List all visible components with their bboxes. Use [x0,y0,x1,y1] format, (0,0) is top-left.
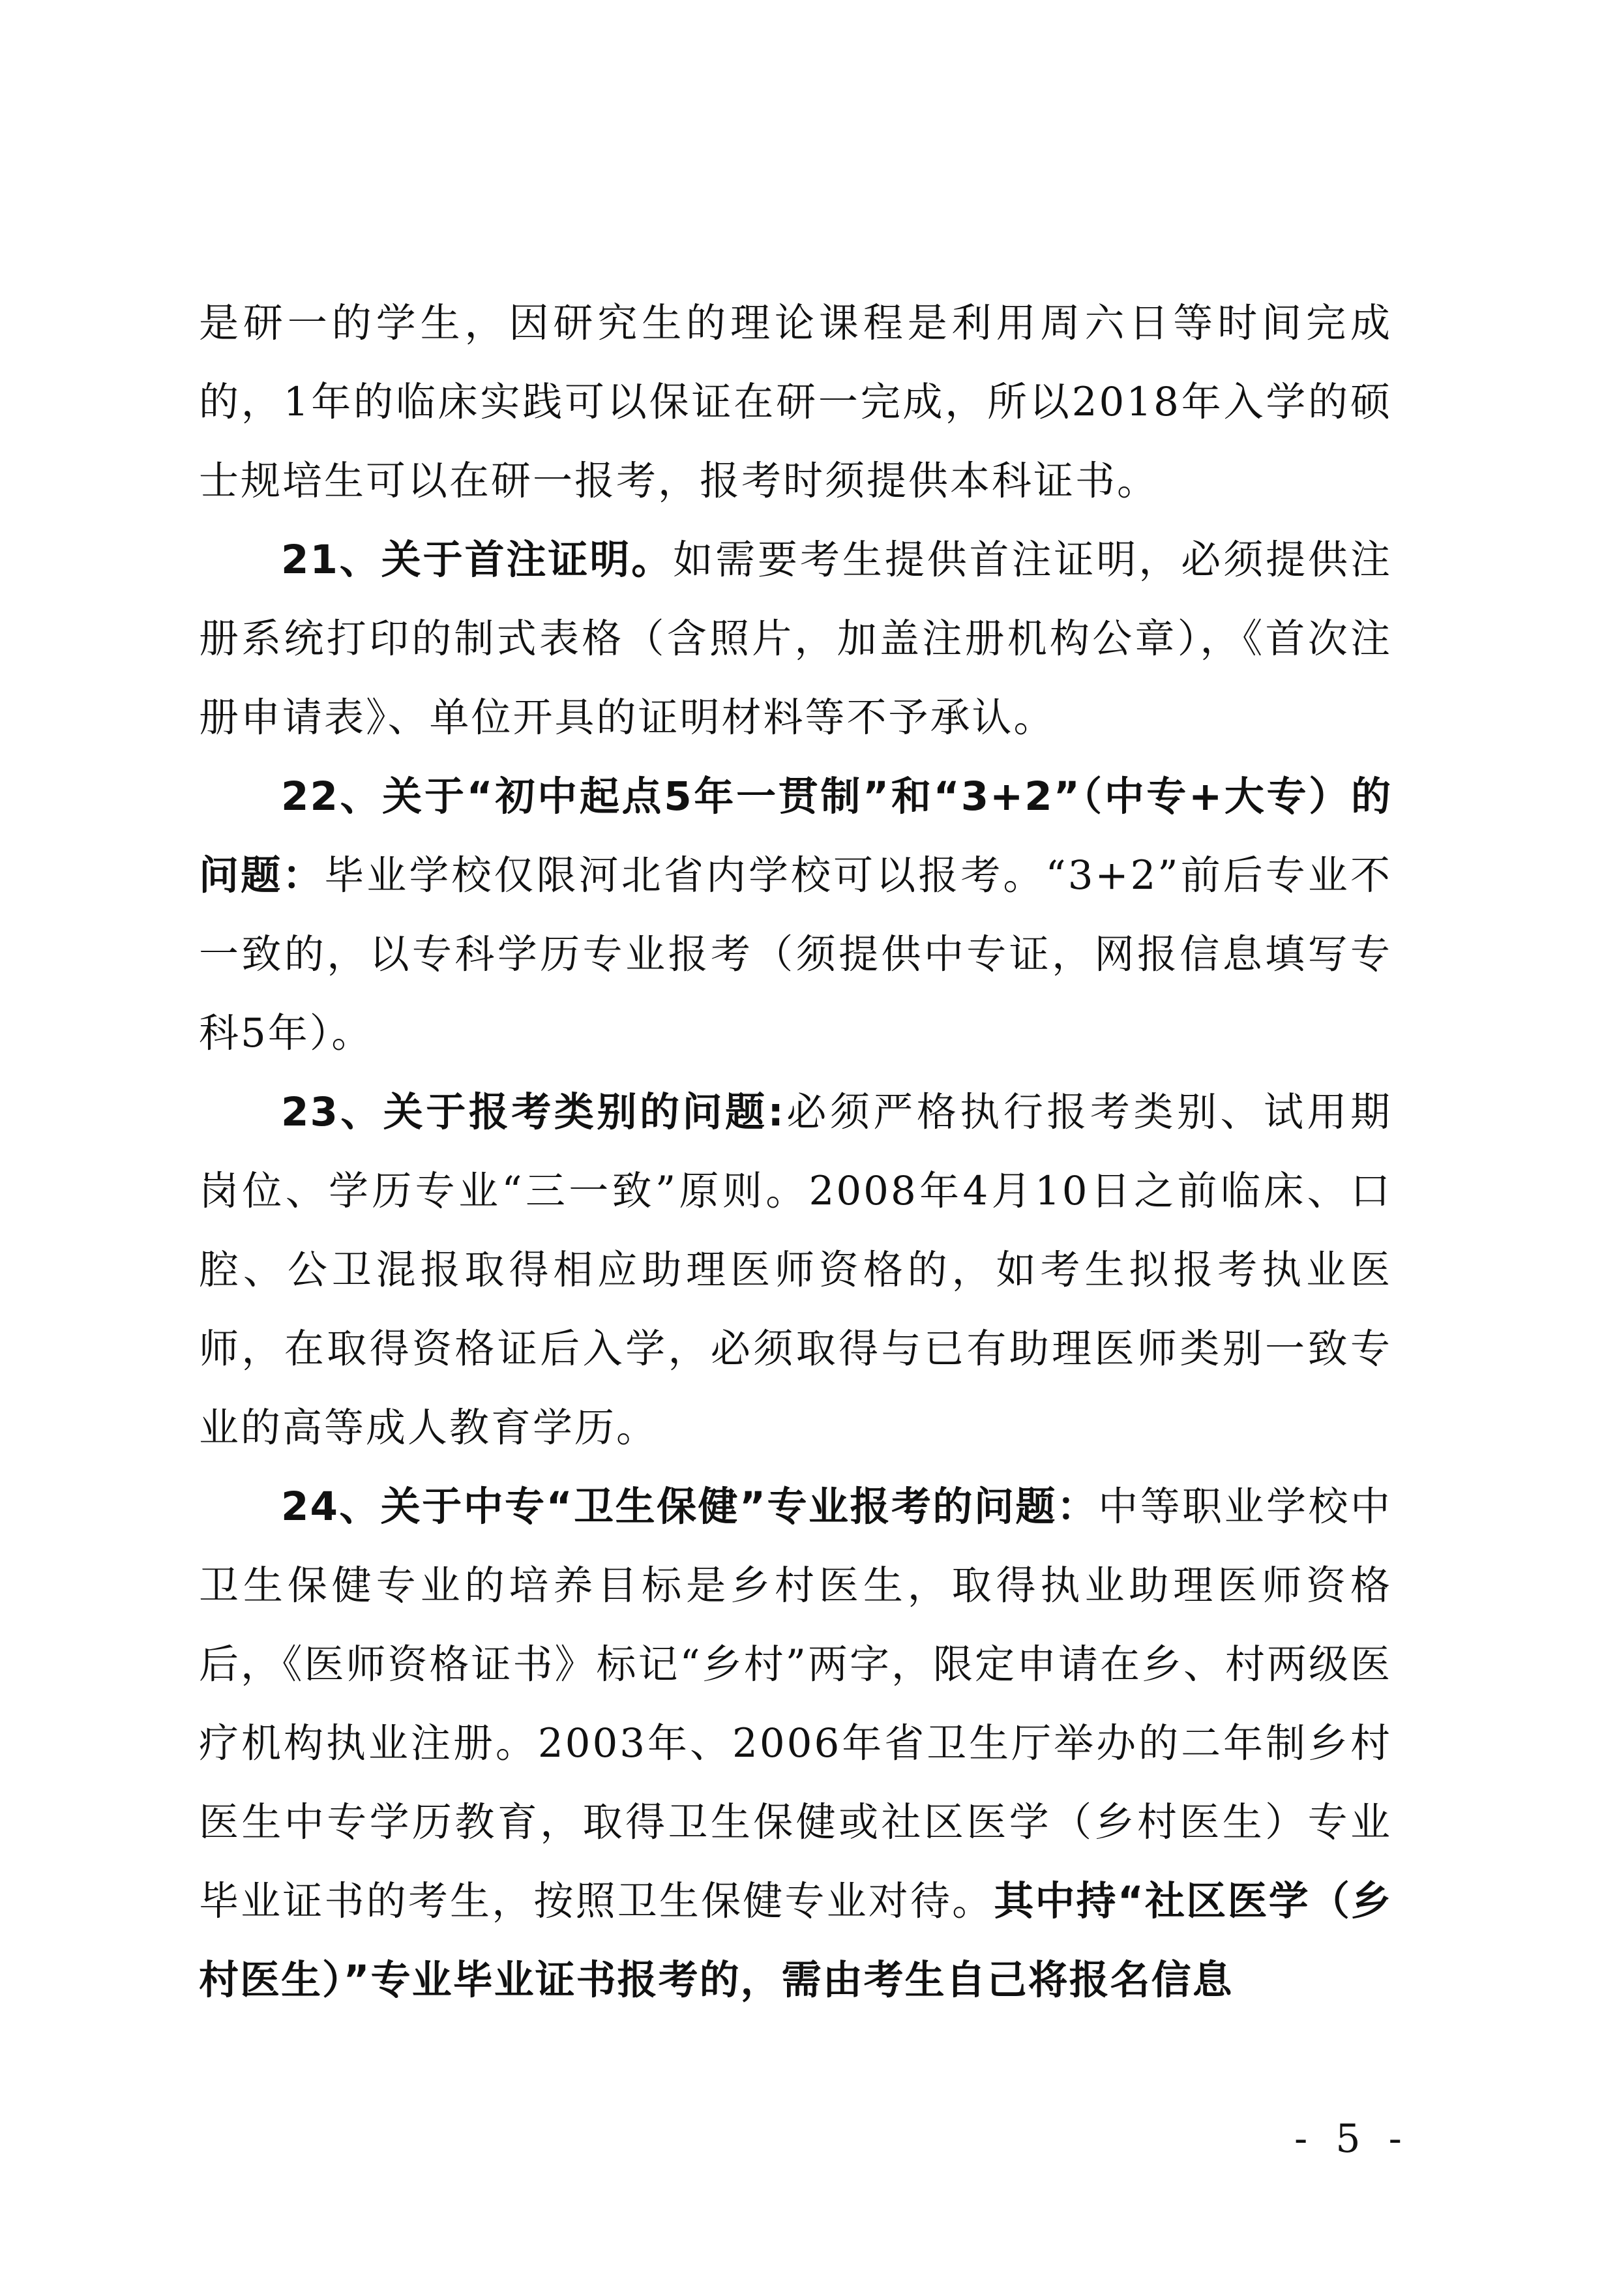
page-number: - 5 - [1294,2116,1410,2162]
paragraph-continuation [199,284,1392,520]
paragraph-item-24 [199,1467,1392,2020]
item-23-heading: 23、关于报考类别的问题: [281,1089,785,1135]
item-24-heading: 24、关于中专“卫生保健”专业报考的问题： [281,1483,1099,1530]
item-24-emphasis: 其中持“社区医学（乡村医生）”专业毕业证书报考的，需由考生自己将报名信息 [199,1878,1392,2003]
item-24-body: 中等职业学校中卫生保健专业的培养目标是乡村医生，取得执业助理医师资格后，《医师资格证书》标记“乡村”两字，限定申请在乡、村两级医疗机构执业注册。2003年、2006年省卫生厅举办的二年制乡村医生中专学历教育，取得卫生保健或社区医学（乡村医生）专业毕业证书的考生，按照卫生保健专业对待。 [199,1483,1392,1924]
paragraph-item-21 [199,520,1392,757]
paragraph-body: 是研一的学生，因研究生的理论课程是利用周六日等时间完成的，1年的临床实践可以保证在研一完成，所以2018年入学的硕士规培生可以在研一报考，报考时须提供本科证书。 [199,300,1392,504]
item-21-heading: 21、关于首注证明。 [281,537,674,583]
item-21-body: 如需要考生提供首注证明，必须提供注册系统打印的制式表格（含照片，加盖注册机构公章），《首次注册申请表》、单位开具的证明材料等不予承认。 [199,537,1392,741]
item-22-heading: 22、关于“初中起点5年一贯制”和“3+2”（中专+大专）的问题： [199,773,1392,899]
item-22-body: 毕业学校仅限河北省内学校可以报考。“3+2”前后专业不一致的，以专科学历专业报考（须提供中专证，网报信息填写专科5年）。 [199,852,1392,1056]
document-body [199,284,1392,2020]
item-23-body: 必须严格执行报考类别、试用期岗位、学历专业“三一致”原则。2008年4月10日之前临床、口腔、公卫混报取得相应助理医师资格的，如考生拟报考执业医师，在取得资格证后入学，必须取得与已有助理医师类别一致专业的高等成人教育学历。 [199,1089,1392,1451]
paragraph-item-22 [199,757,1392,1073]
paragraph-item-23 [199,1073,1392,1467]
